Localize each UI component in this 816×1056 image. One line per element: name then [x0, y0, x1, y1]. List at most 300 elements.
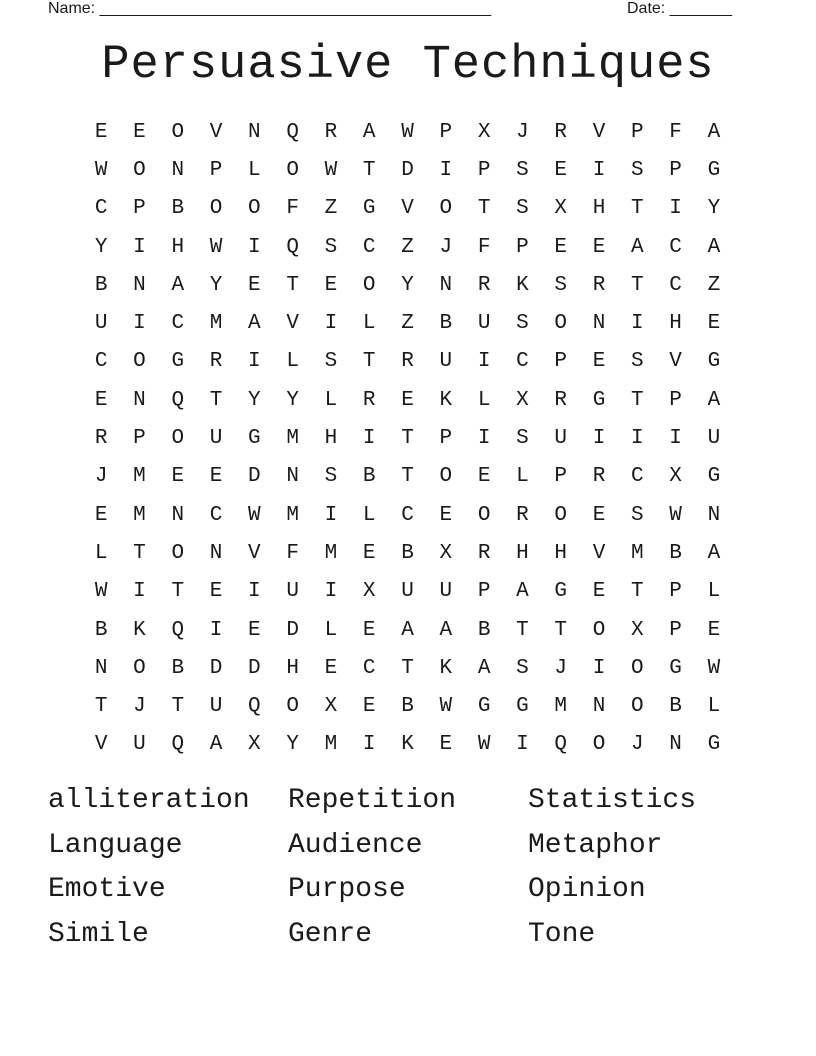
grid-letter: T [94, 695, 108, 719]
grid-letter: O [554, 503, 568, 527]
grid-letter: N [94, 656, 108, 680]
grid-letter: E [248, 273, 261, 297]
grid-letter: E [362, 618, 376, 642]
grid-letter: E [362, 695, 376, 719]
grid-letter: L [707, 580, 721, 604]
grid-letter: Q [248, 695, 261, 719]
grid-letter: K [401, 733, 414, 757]
grid-letter: Y [209, 273, 223, 297]
grid-letter: Z [324, 197, 338, 221]
grid-letter: I [133, 235, 146, 259]
grid-letter: R [554, 388, 568, 412]
grid-letter: V [592, 541, 606, 565]
grid-letter: T [286, 273, 299, 297]
grid-letter: O [477, 503, 491, 527]
word-list-item: Language [48, 829, 183, 861]
grid-letter: C [94, 197, 108, 221]
grid-letter: N [209, 541, 223, 565]
grid-letter: R [477, 541, 491, 565]
grid-letter: O [171, 120, 185, 144]
grid-letter: K [439, 388, 453, 412]
grid-letter: C [401, 503, 414, 527]
grid-letter: A [209, 733, 223, 757]
grid-letter: M [286, 503, 299, 527]
grid-letter: G [707, 733, 721, 757]
grid-letter: I [516, 733, 529, 757]
grid-letter: H [592, 197, 606, 221]
grid-letter: J [94, 465, 108, 489]
grid-letter: I [477, 427, 491, 451]
grid-letter: T [554, 618, 568, 642]
word-list-item: Purpose [288, 874, 406, 906]
grid-letter: W [209, 235, 223, 259]
grid-letter: T [477, 197, 491, 221]
grid-letter: E [209, 580, 223, 604]
grid-letter: H [669, 312, 682, 336]
grid-letter: L [516, 465, 529, 489]
grid-letter: N [669, 733, 682, 757]
word-list-item: Statistics [528, 785, 697, 816]
grid-letter: P [439, 427, 453, 451]
grid-letter: T [631, 388, 644, 412]
grid-letter: E [171, 465, 185, 489]
grid-letter: M [631, 541, 644, 565]
grid-letter: T [171, 580, 185, 604]
grid-letter: N [171, 503, 185, 527]
grid-letter: G [171, 350, 185, 374]
word-list-item: Opinion [528, 874, 646, 906]
grid-letter: C [362, 235, 376, 259]
grid-letter: P [477, 580, 491, 604]
grid-letter: G [592, 388, 606, 412]
grid-letter: O [209, 197, 223, 221]
grid-letter: W [477, 733, 491, 757]
grid-letter: U [94, 312, 108, 336]
grid-letter: H [171, 235, 185, 259]
grid-letter: D [209, 656, 223, 680]
grid-letter: F [286, 197, 299, 221]
grid-letter: I [669, 427, 682, 451]
grid-letter: P [631, 120, 644, 144]
grid-letter: U [209, 427, 223, 451]
grid-letter: W [707, 656, 721, 680]
grid-letter: H [324, 427, 338, 451]
grid-letter: J [133, 695, 146, 719]
grid-letter: E [592, 235, 606, 259]
grid-letter: U [209, 695, 223, 719]
grid-letter: J [516, 120, 529, 144]
grid-letter: S [516, 197, 529, 221]
grid-letter: E [592, 350, 606, 374]
grid-letter: G [362, 197, 376, 221]
grid-letter: B [171, 656, 185, 680]
grid-letter: A [477, 656, 491, 680]
grid-letter: L [94, 541, 108, 565]
grid-letter: E [133, 120, 146, 144]
grid-letter: B [94, 618, 108, 642]
grid-letter: K [439, 656, 453, 680]
grid-letter: C [171, 312, 185, 336]
name-field: Name: ____________________________________________ [48, 0, 492, 17]
grid-letter: X [669, 465, 682, 489]
grid-letter: R [592, 465, 606, 489]
grid-letter: S [516, 656, 529, 680]
grid-letter: O [133, 350, 146, 374]
grid-letter: O [439, 465, 453, 489]
grid-letter: P [477, 158, 491, 182]
date-field: Date: _______ [627, 0, 732, 17]
grid-letter: A [707, 388, 721, 412]
grid-letter: M [133, 465, 146, 489]
grid-letter: Q [171, 388, 185, 412]
grid-letter: R [592, 273, 606, 297]
grid-letter: T [209, 388, 223, 412]
grid-letter: Z [401, 312, 414, 336]
grid-letter: O [631, 656, 644, 680]
grid-letter: W [439, 695, 453, 719]
grid-letter: Y [401, 273, 414, 297]
grid-letter: T [631, 580, 644, 604]
grid-letter: J [554, 656, 568, 680]
grid-letter: I [209, 618, 223, 642]
grid-letter: H [516, 541, 529, 565]
grid-letter: E [592, 503, 606, 527]
grid-letter: P [133, 197, 146, 221]
grid-letter: C [631, 465, 644, 489]
grid-letter: F [286, 541, 299, 565]
grid-letter: W [94, 158, 108, 182]
page-title: Persuasive Techniques [101, 39, 715, 92]
grid-letter: B [362, 465, 376, 489]
grid-letter: S [631, 503, 644, 527]
grid-letter: V [286, 312, 299, 336]
grid-letter: I [248, 580, 261, 604]
grid-letter: X [324, 695, 338, 719]
grid-letter: L [324, 618, 338, 642]
grid-letter: D [248, 465, 261, 489]
grid-letter: P [133, 427, 146, 451]
grid-letter: T [401, 656, 414, 680]
grid-letter: O [248, 197, 261, 221]
grid-letter: U [707, 427, 721, 451]
grid-letter: W [94, 580, 108, 604]
grid-letter: O [439, 197, 453, 221]
grid-letter: M [209, 312, 223, 336]
grid-letter: I [248, 235, 261, 259]
grid-letter: X [516, 388, 529, 412]
grid-letter: D [286, 618, 299, 642]
grid-letter: T [631, 197, 644, 221]
grid-letter: L [248, 158, 261, 182]
grid-letter: Q [554, 733, 568, 757]
grid-letter: Y [707, 197, 721, 221]
grid-letter: A [707, 541, 721, 565]
grid-letter: I [631, 312, 644, 336]
letter-grid [82, 113, 733, 764]
grid-letter: F [477, 235, 491, 259]
grid-letter: E [439, 503, 453, 527]
grid-letter: W [401, 120, 414, 144]
grid-letter: B [669, 695, 682, 719]
grid-letter: B [439, 312, 453, 336]
grid-letter: T [362, 350, 376, 374]
grid-letter: Z [401, 235, 414, 259]
grid-letter: V [592, 120, 606, 144]
grid-letter: S [516, 312, 529, 336]
grid-letter: S [631, 158, 644, 182]
grid-letter: N [248, 120, 261, 144]
grid-letter: R [477, 273, 491, 297]
grid-letter: N [133, 388, 146, 412]
grid-letter: P [209, 158, 223, 182]
word-list-item: Simile [48, 918, 149, 950]
word-list-item: alliteration [48, 785, 250, 816]
grid-letter: V [248, 541, 261, 565]
grid-letter: E [477, 465, 491, 489]
grid-letter: P [669, 158, 682, 182]
grid-letter: Z [707, 273, 721, 297]
grid-letter: I [324, 503, 338, 527]
grid-letter: O [631, 695, 644, 719]
grid-letter: E [94, 388, 108, 412]
grid-letter: I [324, 312, 338, 336]
grid-letter: O [286, 695, 299, 719]
grid-letter: E [707, 312, 721, 336]
header-line [48, 0, 748, 20]
grid-letter: T [631, 273, 644, 297]
grid-letter: L [324, 388, 338, 412]
grid-letter: R [516, 503, 529, 527]
grid-letter: P [669, 580, 682, 604]
word-list-item: Genre [288, 918, 373, 950]
word-list-item: Audience [288, 829, 423, 861]
grid-letter: O [133, 158, 146, 182]
grid-letter: P [669, 618, 682, 642]
grid-letter: T [401, 465, 414, 489]
grid-letter: G [248, 427, 261, 451]
grid-letter: G [707, 158, 721, 182]
grid-letter: I [362, 427, 376, 451]
grid-letter: I [477, 350, 491, 374]
grid-letter: M [324, 541, 338, 565]
grid-letter: K [133, 618, 146, 642]
grid-letter: C [94, 350, 108, 374]
grid-letter: S [631, 350, 644, 374]
grid-letter: U [554, 427, 568, 451]
word-list-item: Metaphor [528, 829, 663, 861]
grid-letter: I [669, 197, 682, 221]
grid-letter: R [94, 427, 108, 451]
grid-letter: Y [286, 388, 299, 412]
grid-letter: V [209, 120, 223, 144]
grid-letter: R [209, 350, 223, 374]
grid-letter: P [554, 350, 568, 374]
grid-letter: Y [248, 388, 261, 412]
grid-letter: G [554, 580, 568, 604]
grid-letter: Y [286, 733, 299, 757]
grid-letter: H [554, 541, 568, 565]
grid-letter: U [439, 350, 453, 374]
grid-letter: F [669, 120, 682, 144]
grid-letter: N [171, 158, 185, 182]
grid-letter: S [516, 427, 529, 451]
grid-letter: I [133, 312, 146, 336]
grid-letter: M [554, 695, 568, 719]
grid-letter: C [209, 503, 223, 527]
grid-letter: T [362, 158, 376, 182]
grid-letter: I [592, 656, 606, 680]
grid-letter: A [439, 618, 453, 642]
word-list-item: Tone [528, 918, 596, 950]
grid-letter: S [554, 273, 568, 297]
grid-letter: B [477, 618, 491, 642]
grid-letter: N [439, 273, 453, 297]
grid-letter: D [248, 656, 261, 680]
grid-letter: O [171, 427, 185, 451]
grid-letter: V [94, 733, 108, 757]
grid-letter: Q [171, 733, 185, 757]
grid-letter: C [516, 350, 529, 374]
grid-letter: K [516, 273, 529, 297]
grid-letter: A [171, 273, 185, 297]
grid-letter: Q [286, 120, 299, 144]
grid-letter: E [248, 618, 261, 642]
grid-letter: L [286, 350, 299, 374]
grid-letter: U [401, 580, 414, 604]
grid-letter: I [362, 733, 376, 757]
grid-letter: A [707, 235, 721, 259]
grid-letter: E [707, 618, 721, 642]
grid-letter: E [324, 273, 338, 297]
grid-letter: E [94, 503, 108, 527]
grid-letter: E [94, 120, 108, 144]
grid-letter: V [401, 197, 414, 221]
grid-letter: X [362, 580, 376, 604]
grid-letter: Q [286, 235, 299, 259]
grid-letter: D [401, 158, 414, 182]
grid-letter: O [554, 312, 568, 336]
grid-letter: X [477, 120, 491, 144]
grid-letter: P [554, 465, 568, 489]
grid-letter: N [592, 695, 606, 719]
grid-letter: N [133, 273, 146, 297]
grid-letter: B [401, 695, 414, 719]
grid-letter: W [324, 158, 338, 182]
grid-letter: A [401, 618, 414, 642]
grid-letter: M [324, 733, 338, 757]
grid-letter: O [592, 733, 606, 757]
grid-letter: R [401, 350, 414, 374]
grid-letter: Q [171, 618, 185, 642]
grid-letter: E [324, 656, 338, 680]
grid-letter: J [631, 733, 644, 757]
word-list-item: Emotive [48, 874, 166, 906]
grid-letter: A [516, 580, 529, 604]
grid-letter: Y [94, 235, 108, 259]
grid-letter: P [439, 120, 453, 144]
grid-letter: C [669, 235, 682, 259]
grid-letter: B [669, 541, 682, 565]
grid-letter: T [171, 695, 185, 719]
word-list [48, 781, 768, 959]
grid-letter: U [286, 580, 299, 604]
grid-letter: L [362, 312, 376, 336]
grid-letter: W [248, 503, 261, 527]
grid-letter: O [133, 656, 146, 680]
grid-letter: U [133, 733, 146, 757]
grid-letter: X [248, 733, 261, 757]
grid-letter: E [439, 733, 453, 757]
grid-letter: I [631, 427, 644, 451]
grid-letter: U [439, 580, 453, 604]
grid-letter: S [516, 158, 529, 182]
grid-letter: N [592, 312, 606, 336]
grid-letter: L [477, 388, 491, 412]
grid-letter: E [362, 541, 376, 565]
grid-letter: I [439, 158, 453, 182]
grid-letter: E [209, 465, 223, 489]
grid-letter: P [669, 388, 682, 412]
grid-letter: B [401, 541, 414, 565]
grid-letter: B [94, 273, 108, 297]
grid-letter: G [707, 350, 721, 374]
grid-letter: I [592, 158, 606, 182]
grid-letter: E [554, 235, 568, 259]
grid-letter: I [324, 580, 338, 604]
grid-letter: L [707, 695, 721, 719]
grid-letter: L [362, 503, 376, 527]
grid-letter: B [171, 197, 185, 221]
grid-letter: I [248, 350, 261, 374]
grid-letter: X [554, 197, 568, 221]
grid-letter: G [477, 695, 491, 719]
grid-letter: C [362, 656, 376, 680]
grid-letter: S [324, 350, 338, 374]
grid-letter: S [324, 465, 338, 489]
grid-letter: P [516, 235, 529, 259]
grid-letter: A [362, 120, 376, 144]
grid-letter: G [669, 656, 682, 680]
grid-letter: V [669, 350, 682, 374]
grid-letter: R [324, 120, 338, 144]
grid-letter: R [554, 120, 568, 144]
grid-letter: I [133, 580, 146, 604]
word-list-item: Repetition [288, 785, 457, 816]
grid-letter: T [401, 427, 414, 451]
grid-letter: S [324, 235, 338, 259]
grid-letter: T [133, 541, 146, 565]
grid-letter: O [171, 541, 185, 565]
grid-letter: O [362, 273, 376, 297]
grid-letter: A [707, 120, 721, 144]
grid-letter: I [592, 427, 606, 451]
grid-letter: H [286, 656, 299, 680]
grid-letter: E [592, 580, 606, 604]
grid-letter: G [516, 695, 529, 719]
grid-letter: U [477, 312, 491, 336]
grid-letter: J [439, 235, 453, 259]
grid-letter: X [439, 541, 453, 565]
grid-letter: R [362, 388, 376, 412]
grid-letter: C [669, 273, 682, 297]
grid-letter: E [554, 158, 568, 182]
grid-letter: N [286, 465, 299, 489]
grid-letter: W [669, 503, 682, 527]
grid-letter: G [707, 465, 721, 489]
grid-letter: X [631, 618, 644, 642]
grid-letter: O [592, 618, 606, 642]
grid-letter: M [286, 427, 299, 451]
